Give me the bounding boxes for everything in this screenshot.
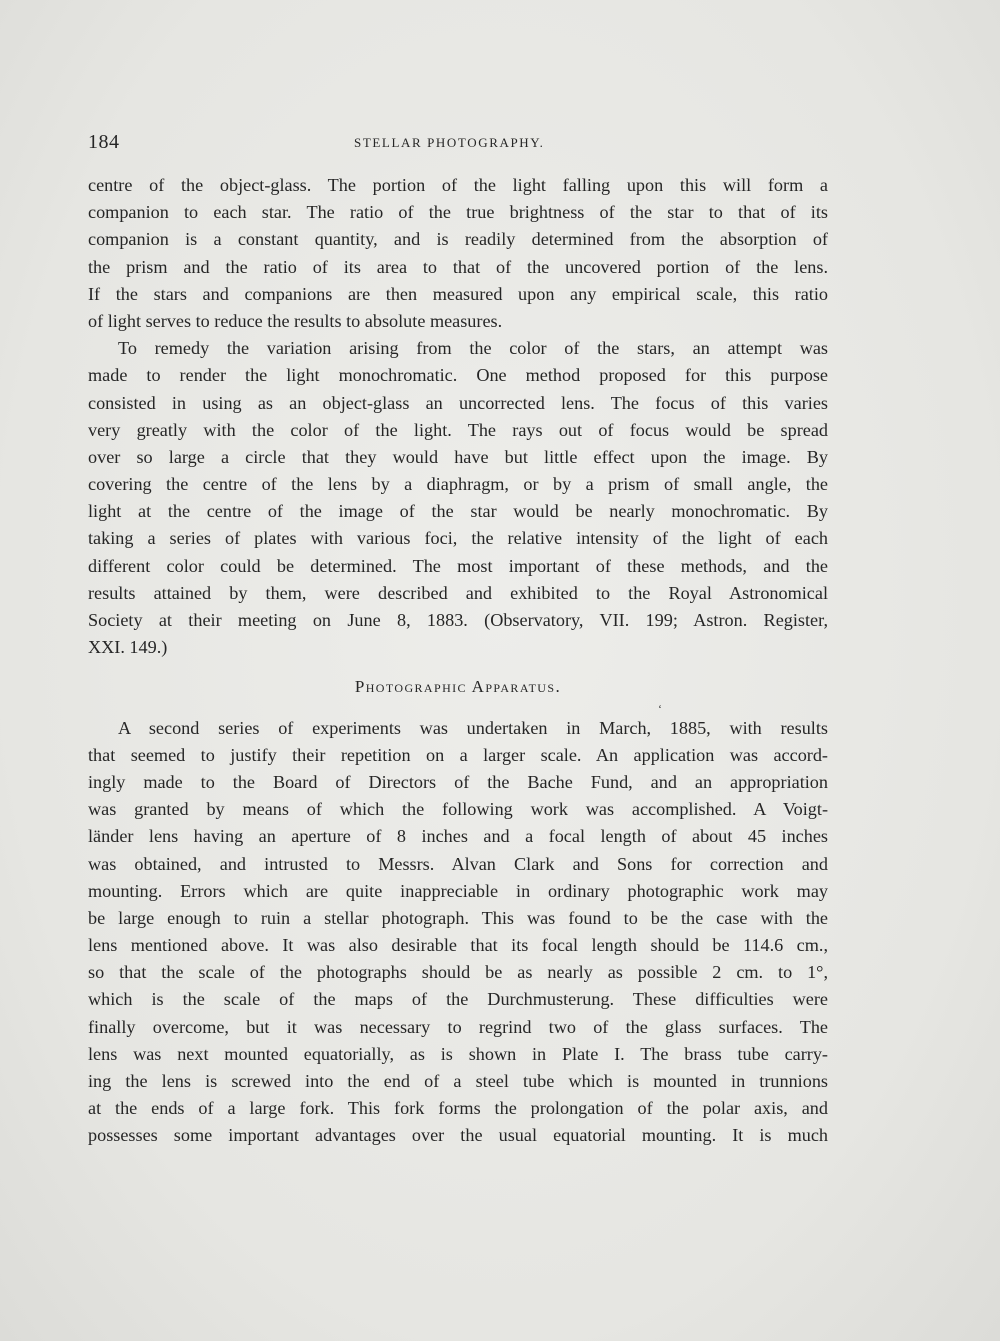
text-line: mounting. Errors which are quite inappreciable in ordinary photographic work may (88, 880, 828, 901)
text-line: lens mentioned above. It was also desirable that its focal length should be 114.6 cm., (88, 935, 828, 956)
text-line: over so large a circle that they would have but little effect upon the image. By (88, 446, 828, 467)
text-line: lens was next mounted equatorially, as is shown in Plate I. The brass tube carry- (88, 1043, 828, 1064)
text-line: A second series of experiments was undertaken in March, 1885, with results (118, 717, 828, 738)
text-line: was granted by means of which the following work was accomplished. A Voigt- (88, 799, 828, 820)
text-line: If the stars and companions are then measured upon any empirical scale, this ratio (88, 283, 828, 304)
stray-print-mark: ‘ (658, 702, 662, 716)
paragraph-1 (88, 172, 828, 335)
text-line: different color could be determined. The most important of these methods, and the (88, 555, 828, 576)
text-line: companion to each star. The ratio of the true brightness of the star to that of its (88, 202, 828, 223)
text-line: of light serves to reduce the results to absolute measures. (88, 310, 503, 331)
text-line: länder lens having an aperture of 8 inches and a focal length of about 45 inches (88, 826, 828, 847)
text-line: which is the scale of the maps of the Durchmusterung. These difficulties were (88, 989, 828, 1010)
paragraph-3 (88, 715, 828, 1150)
text-line: taking a series of plates with various foci, the relative intensity of the light of each (88, 528, 828, 549)
text-line: XXI. 149.) (88, 637, 168, 658)
text-line: at the ends of a large fork. This fork forms the prolongation of the polar axis, and (88, 1098, 828, 1119)
text-line: Society at their meeting on June 8, 1883. (Observatory, VII. 199; Astron. Register, (88, 610, 828, 630)
text-line: results attained by them, were described and exhibited to the Royal Astronomical (88, 582, 828, 603)
page-number: 184 (88, 131, 120, 153)
text-line: To remedy the variation arising from the color of the stars, an attempt was (118, 338, 828, 359)
paragraph-2 (88, 335, 828, 661)
text-line: ing the lens is screwed into the end of a steel tube which is mounted in trunnions (88, 1071, 828, 1091)
text-line: companion is a constant quantity, and is readily determined from the absorption of (88, 229, 828, 250)
text-line: made to render the light monochromatic. One method proposed for this purpose (88, 365, 828, 386)
text-line: was obtained, and intrusted to Messrs. Alvan Clark and Sons for correction and (88, 853, 828, 874)
text-line: the prism and the ratio of its area to that of the uncovered portion of the lens. (88, 256, 828, 277)
text-line: consisted in using as an object-glass an uncorrected lens. The focus of this varies (88, 392, 828, 413)
text-line: possesses some important advantages over the usual equatorial mounting. It is much (88, 1125, 828, 1146)
text-line: ingly made to the Board of Directors of the Bache Fund, and an appropriation (88, 771, 828, 792)
text-line: that seemed to justify their repetition on a larger scale. An application was accord- (88, 744, 828, 765)
text-line: centre of the object-glass. The portion of the light falling upon this will form a (88, 175, 828, 195)
text-line: covering the centre of the lens by a diaphragm, or by a prism of small angle, the (88, 474, 828, 495)
text-line: finally overcome, but it was necessary to regrind two of the glass surfaces. The (88, 1016, 828, 1037)
page-header (88, 131, 828, 157)
section-heading: Photographic Apparatus. (354, 677, 562, 697)
page-body (88, 172, 828, 1150)
text-line: light at the centre of the image of the star would be nearly monochromatic. By (88, 501, 828, 522)
text-line: so that the scale of the photographs should be as nearly as possible 2 cm. to 1°, (88, 962, 828, 983)
text-line: very greatly with the color of the light. The rays out of focus would be spread (88, 419, 828, 440)
text-line: be large enough to ruin a stellar photograph. This was found to be the case with the (88, 907, 828, 928)
running-head: STELLAR PHOTOGRAPHY. (354, 135, 545, 150)
